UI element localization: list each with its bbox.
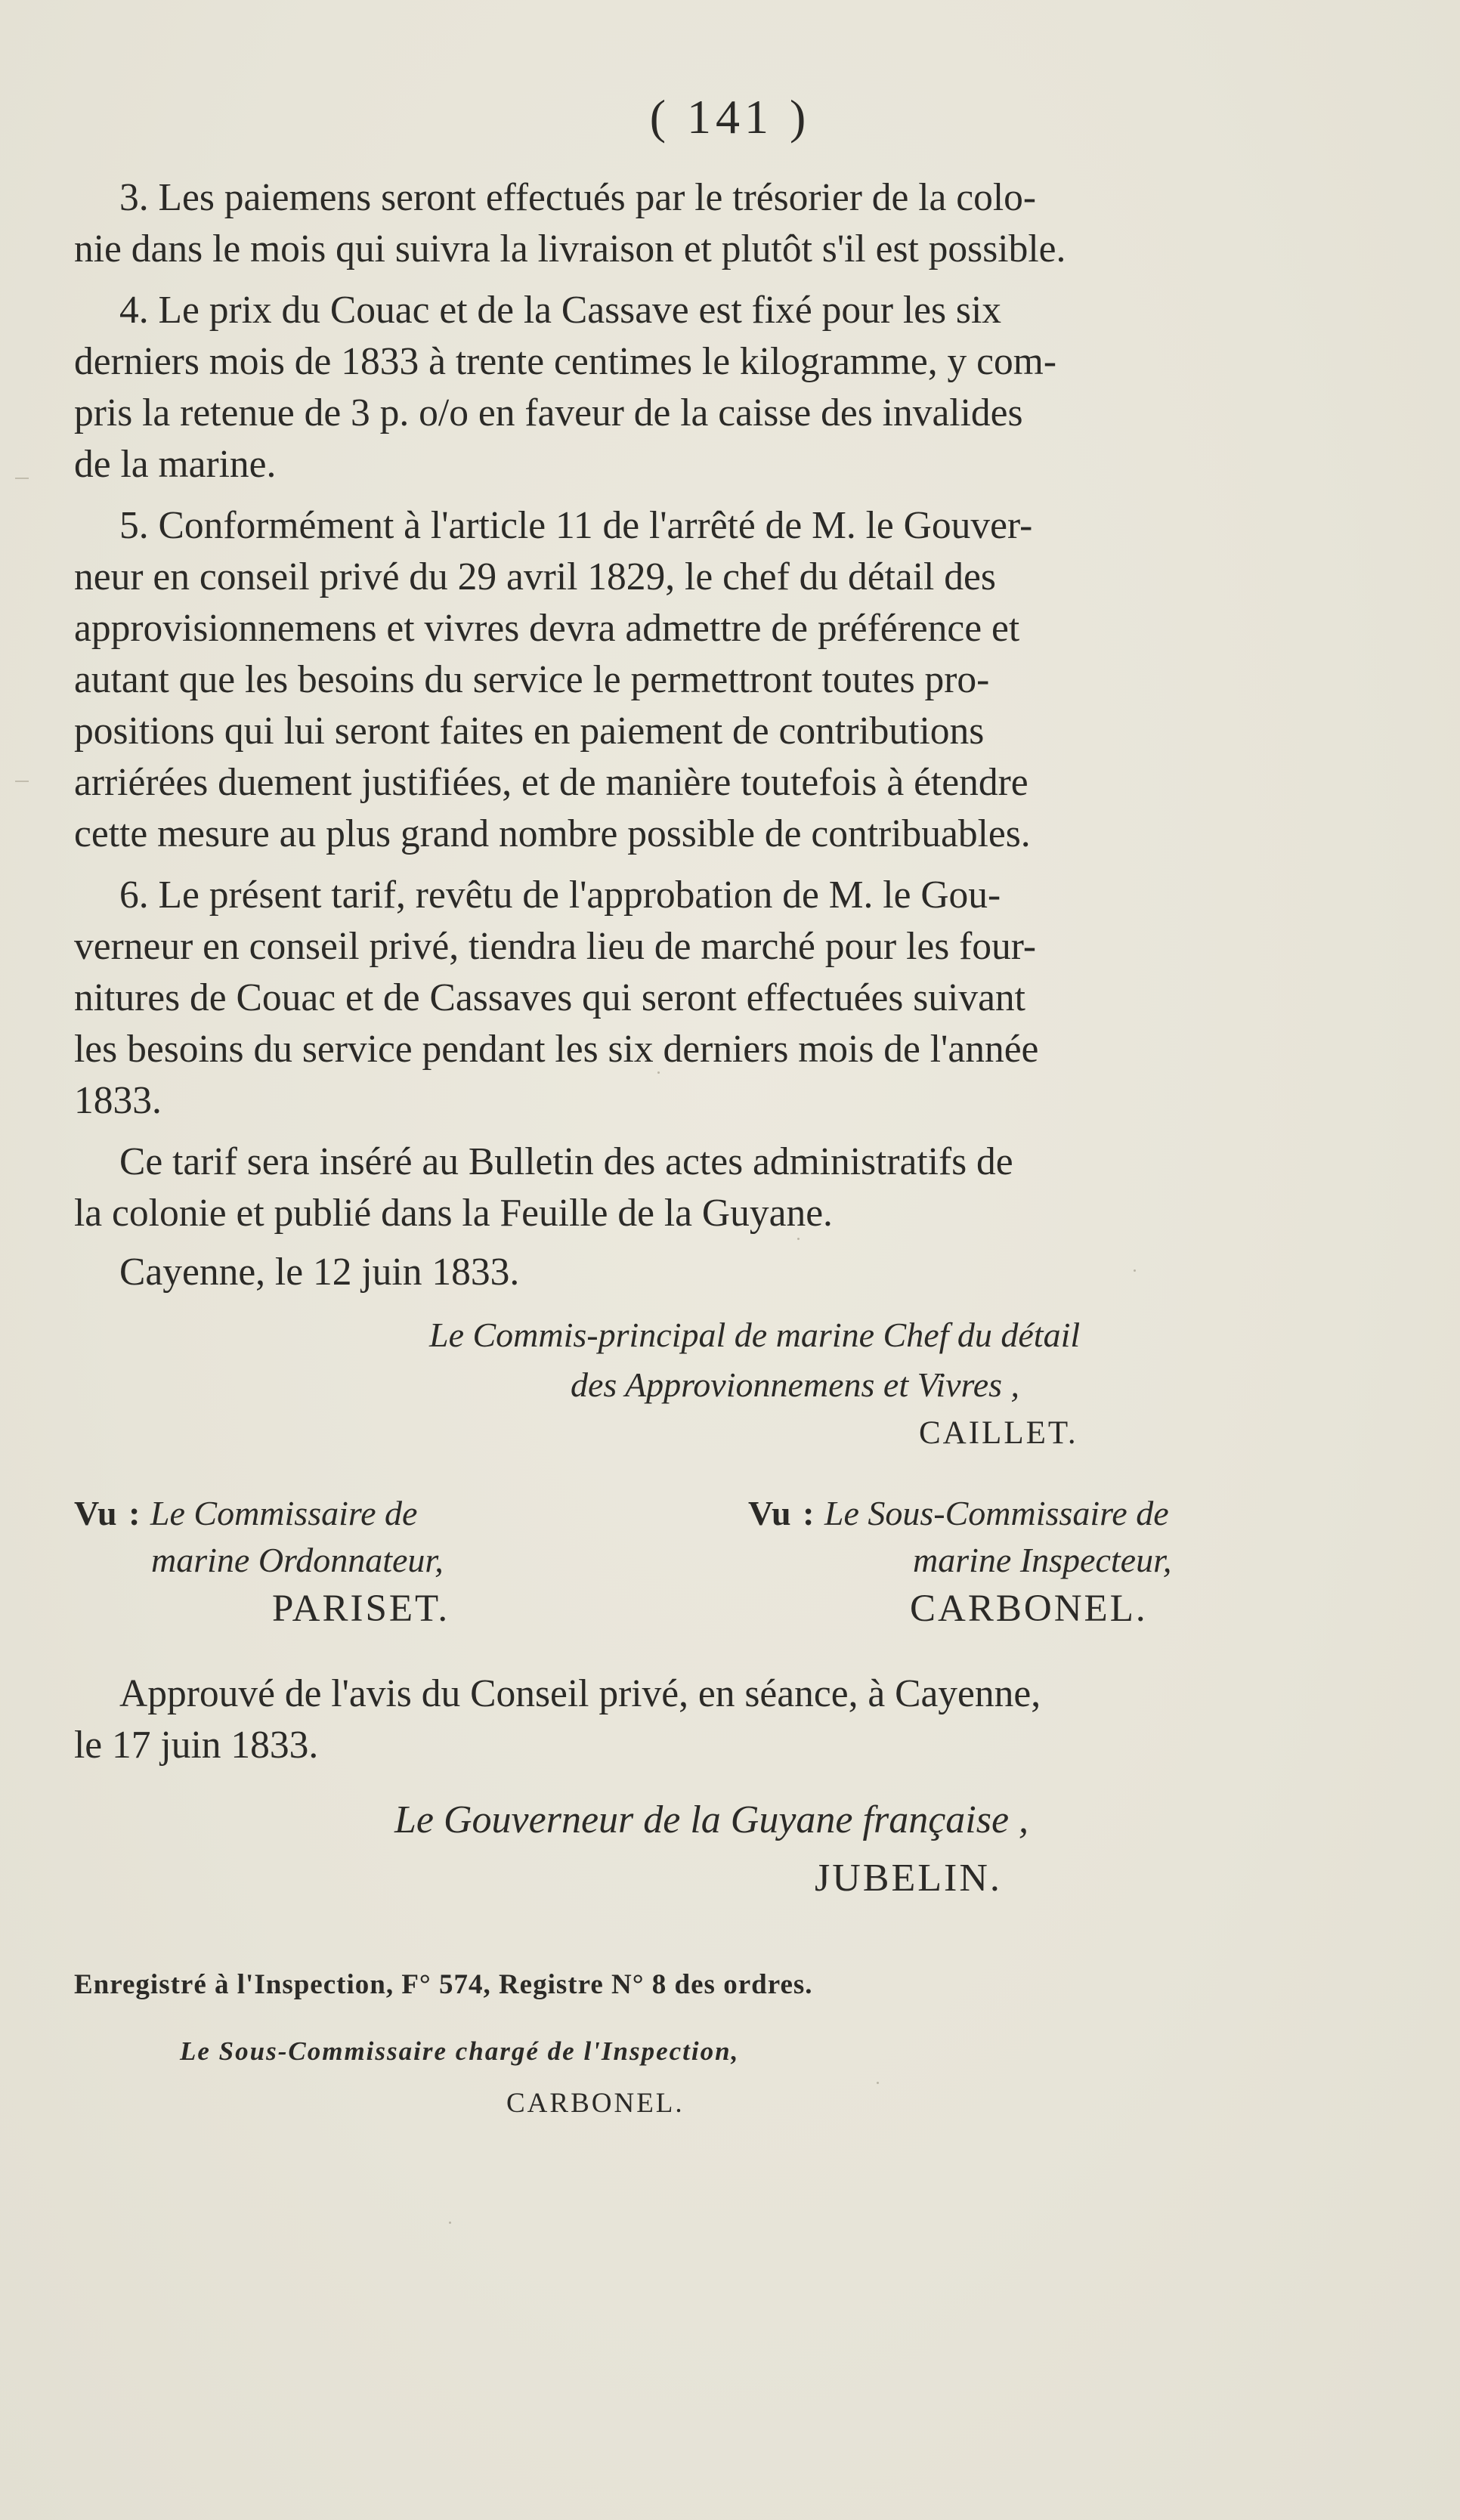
vu-left-title-line2: marine Ordonnateur,	[151, 1541, 444, 1579]
article-3-paragraph	[74, 172, 1338, 275]
text-line: nitures de Couac et de Cassaves qui seront effectuées suivant	[74, 976, 1025, 1019]
text-line: 3. Les paiemens seront effectués par le trésorier de la colo-	[119, 176, 1037, 219]
vu-left-prefix: Vu :	[74, 1494, 142, 1532]
governor-title: Le Gouverneur de la Guyane française ,	[394, 1798, 1029, 1841]
text-line: nie dans le mois qui suivra la livraison et plutôt s'il est possible.	[74, 227, 1066, 271]
vu-left-title-line1: Le Commissaire de	[150, 1494, 418, 1532]
vu-right-prefix: Vu :	[748, 1494, 816, 1532]
text-line: autant que les besoins du service le permettront toutes pro-	[74, 658, 990, 701]
text-line: cette mesure au plus grand nombre possible de contribuables.	[74, 812, 1031, 855]
vu-right-block	[748, 1489, 1353, 1538]
text-line: 5. Conformément à l'article 11 de l'arrêté de M. le Gouver-	[119, 504, 1033, 547]
article-6-paragraph	[74, 870, 1338, 1127]
text-line: 4. Le prix du Couac et de la Cassave est fixé pour les six	[119, 289, 1002, 332]
publication-paragraph	[74, 1136, 1338, 1239]
caillet-name: CAILLET.	[919, 1415, 1078, 1451]
margin-mark	[15, 478, 29, 479]
text-line: 6. Le présent tarif, revêtu de l'approbation de M. le Gou-	[119, 873, 1001, 917]
vu-right-name: CARBONEL.	[910, 1588, 1148, 1630]
text-line: arriérées duement justifiées, et de manière toutefois à étendre	[74, 761, 1028, 804]
registration-text: Enregistré à l'Inspection, F° 574, Registre N° 8 des ordres.	[74, 1969, 813, 2000]
approval-line1: Approuvé de l'avis du Conseil privé, en séance, à Cayenne,	[119, 1672, 1041, 1715]
text-line: les besoins du service pendant les six derniers mois de l'année	[74, 1028, 1039, 1071]
vu-left-block	[74, 1489, 663, 1538]
text-line: de la marine.	[74, 443, 277, 486]
vu-right-title-line2: marine Inspecteur,	[913, 1541, 1172, 1579]
registration-title: Le Sous-Commissaire chargé de l'Inspection,	[180, 2036, 740, 2066]
governor-name: JUBELIN.	[815, 1857, 1002, 1900]
vu-left-name: PARISET.	[272, 1588, 450, 1630]
text-line: Ce tarif sera inséré au Bulletin des actes administratifs de	[119, 1140, 1013, 1183]
page-number: ( 141 )	[649, 90, 811, 144]
body-text	[74, 172, 1338, 1298]
text-line: positions qui lui seront faites en paiement de contributions	[74, 710, 985, 753]
registration-name: CARBONEL.	[506, 2088, 685, 2119]
text-line: approvisionnemens et vivres devra admettre de préférence et	[74, 607, 1020, 650]
text-line: 1833.	[74, 1079, 162, 1122]
text-line: derniers mois de 1833 à trente centimes le kilogramme, y com-	[74, 340, 1056, 383]
article-5-paragraph	[74, 500, 1338, 860]
caillet-title-line2: des Approvionnemens et Vivres ,	[571, 1365, 1020, 1404]
text-line: la colonie et publié dans la Feuille de la Guyane.	[74, 1192, 833, 1235]
text-line: verneur en conseil privé, tiendra lieu de marché pour les four-	[74, 925, 1037, 968]
caillet-title-line1: Le Commis-principal de marine Chef du détail	[429, 1316, 1081, 1354]
article-4-paragraph	[74, 285, 1338, 490]
text-line: pris la retenue de 3 p. o/o en faveur de la caisse des invalides	[74, 391, 1023, 434]
vu-right-title-line1: Le Sous-Commissaire de	[824, 1494, 1169, 1532]
date-line: Cayenne, le 12 juin 1833.	[119, 1251, 520, 1294]
approval-line2: le 17 juin 1833.	[74, 1724, 319, 1767]
margin-mark	[15, 781, 29, 782]
text-line: neur en conseil privé du 29 avril 1829, le chef du détail des	[74, 555, 996, 598]
